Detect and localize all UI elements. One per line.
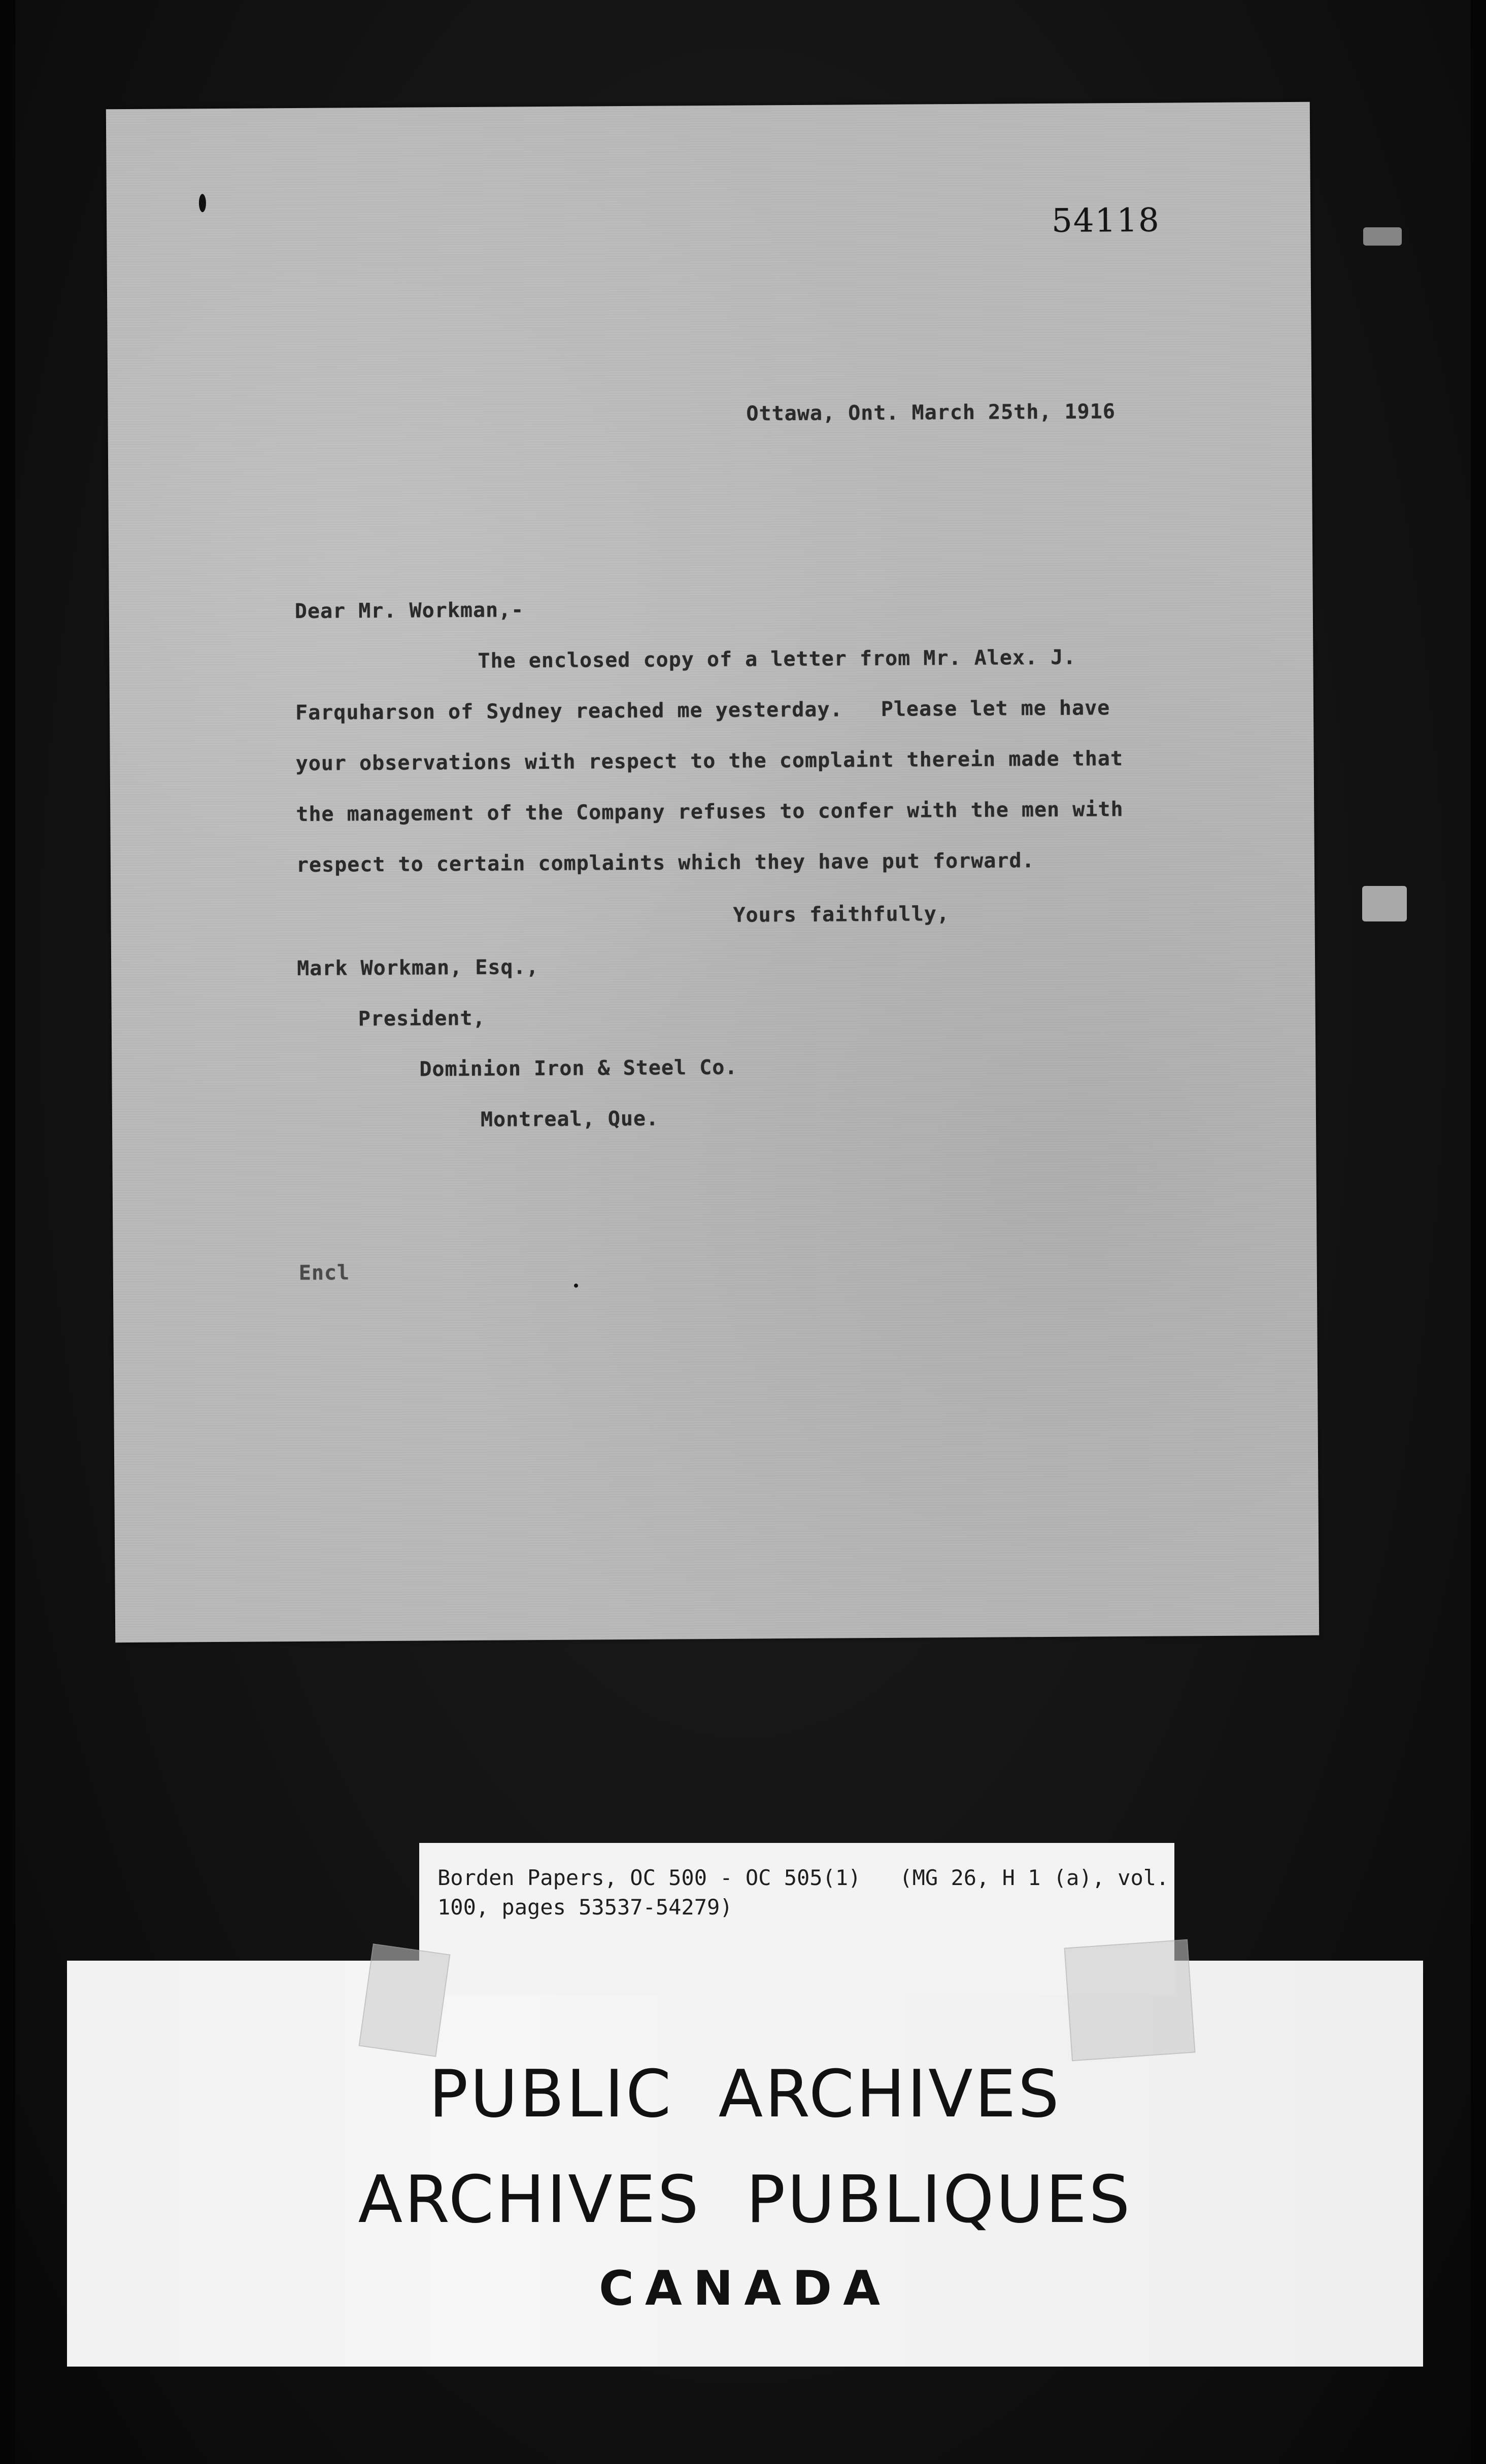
body-line: respect to certain complaints which they have put forward. [296, 849, 1035, 877]
body-line: Farquharson of Sydney reached me yesterday. Please let me have [295, 696, 1110, 725]
tape-piece [359, 1943, 451, 2057]
dateline: Ottawa, Ont. March 25th, 1916 [746, 400, 1116, 426]
film-marker-top [1363, 227, 1402, 246]
letter-page [106, 102, 1319, 1642]
body-line: The enclosed copy of a letter from Mr. Alex. J. [478, 645, 1076, 673]
reference-line: 100, pages 53537-54279) [437, 1895, 733, 1920]
reference-slip [419, 1843, 1174, 1995]
salutation: Dear Mr. Workman,- [294, 598, 524, 624]
closing: Yours faithfully, [733, 902, 950, 927]
label-public-archives: PUBLIC ARCHIVES [429, 2057, 1061, 2132]
document-number: 54118 [1051, 201, 1160, 240]
body-line: your observations with respect to the complaint therein made that [295, 747, 1124, 776]
reference-line: Borden Papers, OC 500 - OC 505(1) (MG 26, H 1 (a), vol. [437, 1865, 1169, 1890]
label-archives-publiques: ARCHIVES PUBLIQUES [358, 2162, 1132, 2238]
recipient-name: Mark Workman, Esq., [297, 955, 539, 981]
recipient-title: President, [358, 1006, 486, 1031]
ink-speck [199, 194, 206, 212]
body-line: the management of the Company refuses to confer with the men with [296, 798, 1124, 827]
label-canada: CANADA [599, 2261, 891, 2316]
ink-speck [574, 1284, 578, 1288]
recipient-city: Montreal, Que. [480, 1107, 659, 1132]
film-marker-middle [1362, 886, 1407, 921]
archives-label [67, 1961, 1423, 2367]
film-edge-left [0, 0, 15, 2464]
recipient-company: Dominion Iron & Steel Co. [419, 1055, 738, 1081]
enclosure-note: Encl [298, 1261, 350, 1285]
film-edge-right [1471, 0, 1486, 2464]
tape-piece [1064, 1939, 1195, 2061]
